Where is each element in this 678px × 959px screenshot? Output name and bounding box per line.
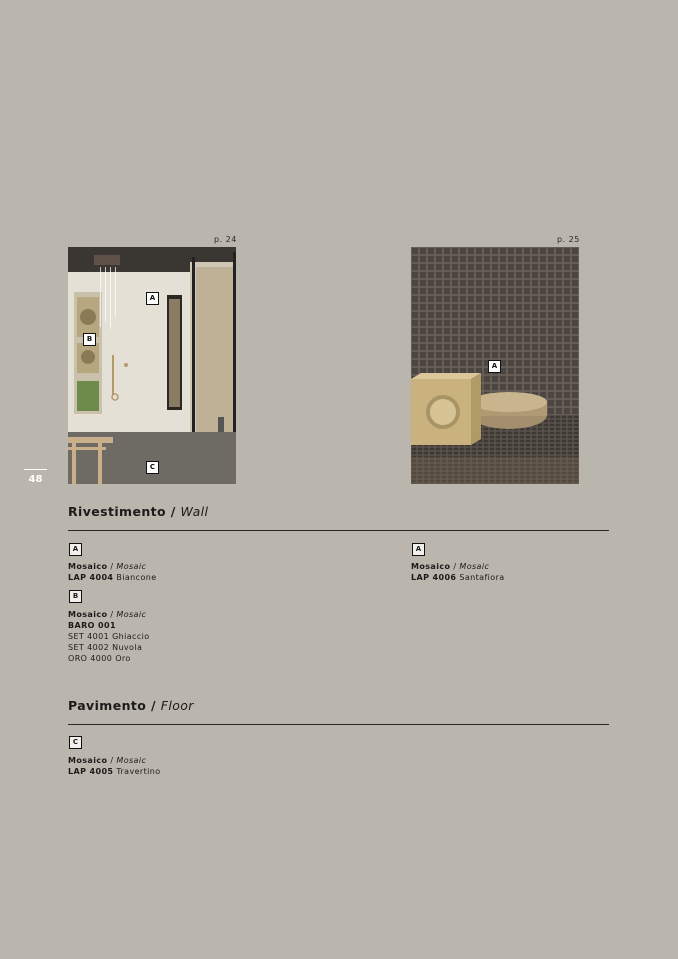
mosaic-photo (411, 247, 579, 484)
page-number: 48 (28, 474, 43, 485)
marker-c: C (146, 461, 159, 474)
section-rule-floor (68, 724, 609, 725)
product-item-c: Mosaico / Mosaic LAP 4005 Travertino (68, 756, 161, 776)
section-rule-wall (68, 530, 609, 531)
product-name: Santafiora (459, 573, 505, 582)
product-code: BARO 001 (68, 621, 116, 630)
section-title-wall: Rivestimento / Wall (68, 504, 209, 519)
key-a: A (69, 543, 82, 556)
section-title-en: Floor (160, 698, 194, 713)
product-category-en: Mosaic (116, 610, 147, 619)
bathroom-photo (68, 247, 236, 484)
product-variant: SET 4001 Ghiaccio (68, 632, 150, 641)
bathroom-illustration (68, 247, 236, 484)
marker-a: A (146, 292, 159, 305)
section-title-en: Wall (180, 504, 209, 519)
product-code: LAP 4005 (68, 767, 114, 776)
product-category-en: Mosaic (116, 562, 147, 571)
product-category: Mosaico (68, 610, 108, 619)
product-code: LAP 4004 (68, 573, 114, 582)
product-category: Mosaico (411, 562, 451, 571)
product-item-a-right: Mosaico / Mosaic LAP 4006 Santafiora (411, 562, 505, 582)
product-category: Mosaico (68, 756, 108, 765)
product-item-b: Mosaico / Mosaic BARO 001 SET 4001 Ghiaccio SET 4002 Nuvola ORO 4000 Oro (68, 610, 150, 663)
marker-b: B (83, 333, 96, 346)
key-a: A (412, 543, 425, 556)
page-number-rule (24, 469, 47, 470)
product-item-a-left: Mosaico / Mosaic LAP 4004 Biancone (68, 562, 157, 582)
product-name: Travertino (116, 767, 161, 776)
section-title-floor: Pavimento / Floor (68, 698, 194, 713)
product-category: Mosaico (68, 562, 108, 571)
product-variant: SET 4002 Nuvola (68, 643, 143, 652)
product-category-en: Mosaic (459, 562, 490, 571)
page-ref-right: p. 25 (557, 235, 580, 244)
product-variant: ORO 4000 Oro (68, 654, 131, 663)
product-code: LAP 4006 (411, 573, 457, 582)
product-category-en: Mosaic (116, 756, 147, 765)
section-title-it: Pavimento (68, 698, 147, 713)
page-ref-left: p. 24 (214, 235, 237, 244)
marker-a: A (488, 360, 501, 373)
section-title-it: Rivestimento (68, 504, 167, 519)
product-name: Biancone (116, 573, 157, 582)
key-b: B (69, 590, 82, 603)
key-c: C (69, 736, 82, 749)
